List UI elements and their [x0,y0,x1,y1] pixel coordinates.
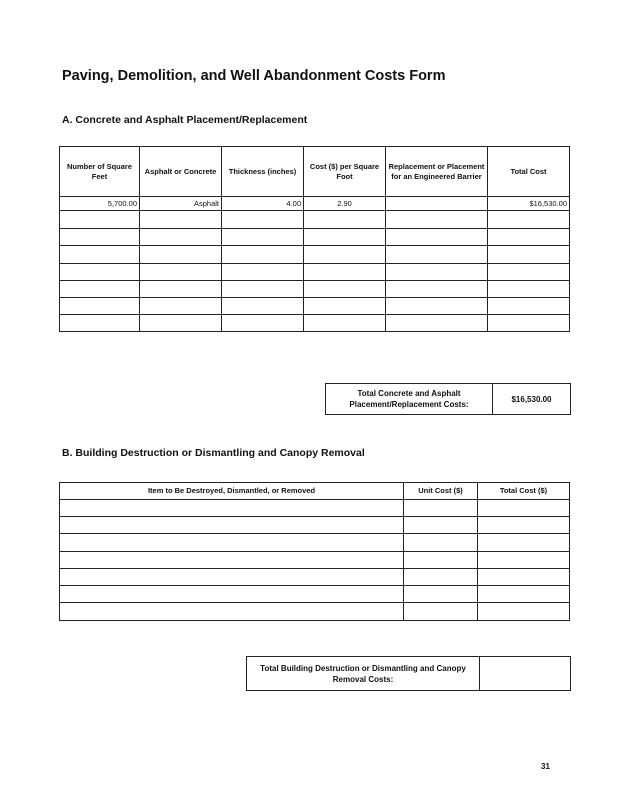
section-a-total-box [325,383,571,415]
table-row [60,315,570,332]
table-row [60,211,570,229]
section-b-heading: B. Building Destruction or Dismantling and Canopy Removal [62,447,365,459]
col-header-cost-per-sqft: Cost ($) per Square Foot [304,147,386,197]
section-b-total-label: Total Building Destruction or Dismantling and Canopy Removal Costs: [247,657,480,690]
section-b-total-box [246,656,571,691]
table-row [60,552,570,569]
cell-material[interactable]: Asphalt [140,197,222,211]
building-destruction-table [59,482,570,621]
concrete-asphalt-table [59,146,570,332]
cell-cost-per-sqft[interactable]: 2.90 [304,197,386,211]
cell-thickness[interactable]: 4.00 [222,197,304,211]
col-header-item: Item to Be Destroyed, Dismantled, or Removed [60,483,404,500]
table-row [60,569,570,586]
table-row [60,500,570,517]
table-row [60,281,570,298]
table-row [60,586,570,603]
section-b-total-value[interactable] [480,657,570,690]
col-header-thickness: Thickness (inches) [222,147,304,197]
table-row [60,517,570,534]
table-row [60,229,570,246]
page-number: 31 [541,762,550,771]
table-row [60,264,570,281]
table-row [60,197,570,211]
cell-sqft[interactable]: 5,700.00 [60,197,140,211]
section-a-total-label: Total Concrete and Asphalt Placement/Replacement Costs: [326,384,493,414]
table-row [60,298,570,315]
section-a-heading: A. Concrete and Asphalt Placement/Replacement [62,114,308,126]
col-header-unit-cost: Unit Cost ($) [404,483,478,500]
form-title: Paving, Demolition, and Well Abandonment Costs Form [62,68,446,84]
table-row [60,246,570,264]
cell-total[interactable]: $16,530.00 [488,197,570,211]
col-header-material: Asphalt or Concrete [140,147,222,197]
section-a-total-value[interactable]: $16,530.00 [511,394,552,404]
col-header-total-cost: Total Cost ($) [478,483,570,500]
table-row [60,603,570,621]
table-row [60,534,570,552]
col-header-barrier: Replacement or Placement for an Engineered Barrier [386,147,488,197]
col-header-total-cost: Total Cost [488,147,570,197]
cell-barrier[interactable] [386,197,488,211]
col-header-square-feet: Number of Square Feet [60,147,140,197]
